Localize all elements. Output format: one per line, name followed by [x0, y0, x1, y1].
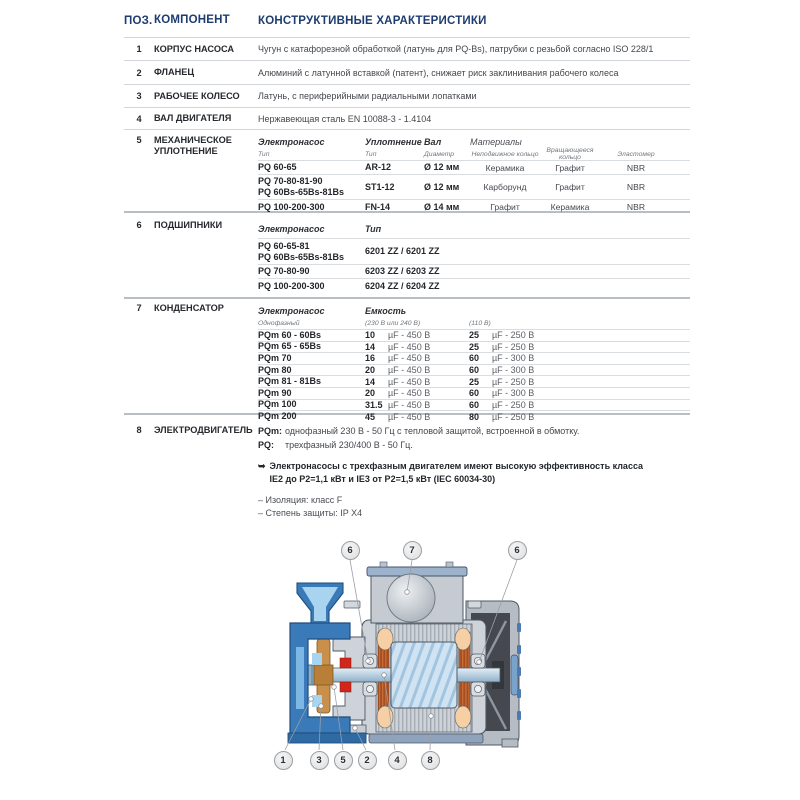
row-number: 5 — [136, 135, 142, 145]
elastomer: NBR — [626, 202, 646, 212]
capacitor-header-row2 — [258, 318, 690, 330]
elastomer: NBR — [626, 182, 646, 192]
bearing-type: 6203 ZZ / 6203 ZZ — [365, 266, 440, 276]
value-230v — [365, 353, 469, 363]
value-110v — [469, 365, 629, 375]
pump-model: PQm 80 — [258, 364, 292, 375]
capacitor-table — [258, 303, 690, 423]
cap-value: 14 — [365, 341, 376, 352]
stationary-ring: Графит — [490, 202, 520, 212]
pump-drawing — [270, 535, 530, 785]
pump-model: PQm 81 - 81Bs — [258, 376, 322, 387]
cap-value: 80 — [469, 411, 480, 422]
cap-value: 20 — [365, 365, 376, 376]
row-number: 7 — [136, 303, 142, 313]
col-shaft: Вал — [424, 136, 442, 147]
rotating-ring: Графит — [555, 182, 585, 192]
insulation-line: – Изоляция: класс F — [258, 495, 343, 505]
col-rotating: Вращающееся кольцо — [546, 147, 594, 161]
capacitor-component — [387, 574, 435, 622]
pump-model: PQ 100-200-300 — [258, 201, 325, 212]
capacitor-row — [258, 365, 690, 377]
motor-pq-line — [258, 439, 690, 453]
pump-model: PQm 100 — [258, 399, 297, 410]
cap-value: 25 — [469, 376, 480, 387]
terminal-box — [367, 562, 467, 623]
pump-model: PQm 90 — [258, 387, 292, 398]
pump-model: PQm 200 — [258, 411, 297, 422]
row-number: 2 — [136, 67, 142, 78]
seal-row — [258, 175, 690, 200]
winding-head — [377, 706, 393, 728]
seal-row — [258, 200, 690, 214]
value-230v — [365, 342, 469, 352]
component-row-shaft — [124, 107, 690, 129]
value-230v — [365, 377, 469, 387]
value-110v — [469, 400, 629, 410]
cap-unit: µF - 450 В — [388, 353, 431, 364]
stud-right — [468, 601, 481, 608]
note-line2: IE2 до P2=1,1 кВт и IE3 от P2=1,5 кВт (IEC 60034-30) — [269, 474, 496, 484]
callout-2: 2 — [358, 751, 377, 770]
rotating-ring: Графит — [555, 162, 585, 173]
col-110v: (110 В) — [469, 320, 491, 327]
spec-table — [124, 10, 690, 520]
col-pump: Электронасос — [258, 224, 325, 234]
value-110v — [469, 388, 629, 398]
callout-1: 1 — [274, 751, 293, 770]
pump-model — [258, 176, 365, 198]
col-single-phase: Однофазный — [258, 320, 300, 327]
col-materials: Материалы — [470, 136, 522, 147]
bearings-row — [258, 239, 690, 265]
capacitor-row — [258, 400, 690, 412]
fan-cover-foot — [502, 739, 518, 747]
pqm-text: однофазный 230 В - 50 Гц с тепловой защитой, встроенной в обмотку. — [285, 426, 580, 436]
callout-8: 8 — [421, 751, 440, 770]
section-mechanical-seal — [124, 129, 690, 213]
cap-unit: µF - 450 В — [388, 388, 431, 399]
value-230v — [365, 412, 469, 422]
component-desc: Латунь, с периферийными радиальными лопатками — [258, 91, 477, 101]
row-number: 6 — [136, 220, 142, 230]
cap-unit: µF - 300 В — [492, 365, 535, 376]
rotating-ring: Керамика — [550, 202, 590, 212]
callout-3: 3 — [310, 751, 329, 770]
stationary-ring: Карборунд — [483, 182, 527, 192]
cap-value: 14 — [365, 376, 376, 387]
value-230v — [365, 388, 469, 398]
shaft-diameter: Ø 12 мм — [424, 162, 460, 172]
col-pump-sub: Тип — [258, 150, 270, 158]
efficiency-note — [258, 460, 690, 486]
value-230v — [365, 400, 469, 410]
stationary-ring: Керамика — [485, 162, 525, 173]
cap-value: 20 — [365, 388, 376, 399]
cap-unit: µF - 300 В — [492, 353, 535, 364]
arrow-icon: ➥ — [258, 461, 266, 471]
cap-value: 25 — [469, 341, 480, 352]
cap-value: 25 — [469, 330, 480, 341]
component-name: ВАЛ ДВИГАТЕЛЯ — [154, 113, 232, 123]
value-230v — [365, 330, 469, 340]
row-number: 3 — [136, 91, 142, 101]
cap-unit: µF - 450 В — [388, 365, 431, 376]
callout-7: 7 — [403, 541, 422, 560]
col-capacity: Емкость — [365, 305, 407, 316]
pump-model: PQm 60 - 60Bs — [258, 329, 322, 340]
motor-desc — [258, 425, 690, 520]
component-name: КОРПУС НАСОСА — [154, 43, 235, 54]
cap-value: 60 — [469, 353, 480, 364]
cap-unit: µF - 250 В — [492, 330, 535, 341]
pq-text: трехфазный 230/400 В - 50 Гц. — [285, 439, 413, 450]
component-name: ПОДШИПНИКИ — [154, 220, 223, 230]
bearing-type: 6204 ZZ / 6204 ZZ — [365, 281, 440, 291]
mechanical-seal-lower — [340, 682, 351, 692]
col-stationary: Неподвижное кольцо — [471, 150, 539, 158]
value-110v — [469, 342, 629, 352]
cap-value: 60 — [469, 388, 480, 399]
cap-unit: µF - 250 В — [492, 376, 535, 387]
component-name: ФЛАНЕЦ — [154, 67, 195, 77]
component-name — [154, 135, 258, 157]
cap-unit: µF - 450 В — [388, 341, 431, 352]
rotor — [391, 642, 457, 708]
pump-model: PQm 70 — [258, 352, 292, 363]
seal-header-row2 — [258, 148, 690, 161]
cap-unit: µF - 300 В — [492, 388, 535, 399]
note-text — [270, 460, 644, 486]
col-seal-sub: Тип — [365, 150, 377, 158]
pump-model: PQm 65 - 65Bs — [258, 341, 322, 352]
component-desc: Алюминий с латунной вставкой (патент), снижает риск заклинивания рабочего колеса — [258, 67, 619, 78]
bearings-table — [258, 220, 690, 294]
component-name-line2: УПЛОТНЕНИЕ — [154, 146, 218, 156]
cap-value: 16 — [365, 353, 376, 364]
bearings-row — [258, 265, 690, 279]
capacitor-row — [258, 388, 690, 400]
cap-value: 60 — [469, 365, 480, 376]
table-header — [124, 10, 690, 37]
cap-unit: µF - 450 В — [388, 376, 431, 387]
cap-value: 45 — [365, 411, 376, 422]
bearings-header — [258, 220, 690, 239]
protection-line: – Степень защиты: IP X4 — [258, 508, 363, 518]
pump-model: PQ 70-80-90 — [258, 266, 310, 276]
col-pump: Электронасос — [258, 136, 325, 147]
value-230v — [365, 365, 469, 375]
pump-model: PQ 100-200-300 — [258, 281, 325, 291]
pump-model — [258, 241, 365, 263]
row-number: 1 — [136, 44, 142, 54]
row-number: 4 — [136, 113, 142, 124]
seal-type: AR-12 — [365, 162, 392, 172]
component-name: РАБОЧЕЕ КОЛЕСО — [154, 90, 240, 101]
cap-unit: µF - 250 В — [492, 411, 535, 422]
seal-table — [258, 135, 690, 214]
col-shaft-sub: Диаметр — [424, 150, 455, 158]
capacitor-row — [258, 411, 690, 423]
seal-header-row1 — [258, 135, 690, 148]
cap-unit: µF - 250 В — [492, 399, 535, 410]
pump-model-line1: PQ 70-80-81-90 — [258, 176, 323, 186]
pq-label: PQ: — [258, 439, 275, 450]
winding-head — [455, 706, 471, 728]
callout-4: 4 — [388, 751, 407, 770]
pqm-label: PQm: — [258, 426, 283, 436]
pump-model-line2: PQ 60Bs-65Bs-81Bs — [258, 251, 345, 262]
component-name-line1: МЕХАНИЧЕСКОЕ — [154, 135, 232, 145]
component-desc: Чугун с катафорезной обработкой (латунь для PQ-Bs), патрубки с резьбой согласно ISO 228/1 — [258, 44, 654, 54]
capacitor-row — [258, 330, 690, 342]
section-capacitor — [124, 299, 690, 422]
capacitor-row — [258, 376, 690, 388]
cap-unit: µF - 450 В — [388, 399, 431, 410]
pump-cross-section-diagram — [270, 535, 530, 785]
elastomer: NBR — [626, 162, 646, 173]
bearings-row — [258, 279, 690, 294]
section-bearings — [124, 213, 690, 299]
capacitor-header-row1 — [258, 303, 690, 318]
row-number: 8 — [136, 425, 142, 435]
motor-pqm-line — [258, 425, 690, 439]
col-elastomer: Эластомер — [617, 150, 655, 158]
shaft-diameter: Ø 12 мм — [424, 181, 460, 192]
pump-model: PQ 60-65 — [258, 162, 297, 172]
capacitor-row — [258, 353, 690, 365]
col-type: Тип — [365, 224, 382, 234]
col-230v: (230 В или 240 В) — [365, 320, 421, 327]
bearing-type: 6201 ZZ / 6201 ZZ — [365, 246, 440, 256]
callout-6-right: 6 — [508, 541, 527, 560]
component-row-pump-body — [124, 37, 690, 60]
capacitor-row — [258, 342, 690, 354]
bearing-ball — [474, 685, 481, 692]
shaft-diameter: Ø 14 мм — [424, 201, 460, 212]
callout-6-left: 6 — [341, 541, 360, 560]
header-pos: ПОЗ. — [124, 15, 153, 27]
component-name: ЭЛЕКТРОДВИГАТЕЛЬ — [154, 425, 253, 435]
component-desc: Нержавеющая сталь EN 10088-3 - 1.4104 — [258, 113, 432, 124]
value-110v — [469, 412, 629, 422]
value-110v — [469, 330, 629, 340]
pump-model-line2: PQ 60Bs-65Bs-81Bs — [258, 187, 345, 197]
pump-model-line1: PQ 60-65-81 — [258, 240, 310, 251]
value-110v — [469, 377, 629, 387]
callout-5: 5 — [334, 751, 353, 770]
cap-value: 60 — [469, 399, 480, 410]
motor-base — [369, 734, 483, 743]
section-motor — [124, 415, 690, 520]
col-pump: Электронасос — [258, 305, 325, 316]
cap-value: 31.5 — [365, 399, 383, 410]
seal-type: FN-14 — [365, 201, 391, 212]
mechanical-seal-upper — [340, 658, 351, 668]
casing-foot — [288, 733, 366, 743]
cap-value: 10 — [365, 330, 376, 341]
component-row-flange — [124, 60, 690, 84]
cap-unit: µF - 450 В — [388, 330, 431, 341]
value-110v — [469, 353, 629, 363]
component-row-impeller — [124, 84, 690, 107]
cap-unit: µF - 450 В — [388, 411, 431, 422]
seal-type: ST1-12 — [365, 181, 395, 192]
col-seal: Уплотнение — [365, 136, 422, 147]
header-component: КОМПОНЕНТ — [154, 14, 230, 26]
component-name: КОНДЕНСАТОР — [154, 303, 224, 313]
header-characteristics: КОНСТРУКТИВНЫЕ ХАРАКТЕРИСТИКИ — [258, 15, 487, 27]
cap-unit: µF - 250 В — [492, 341, 535, 352]
seal-row — [258, 161, 690, 175]
note-line1: Электронасосы с трехфазным двигателем имеют высокую эффективность класса — [269, 461, 644, 471]
bearing-ball — [366, 685, 373, 692]
